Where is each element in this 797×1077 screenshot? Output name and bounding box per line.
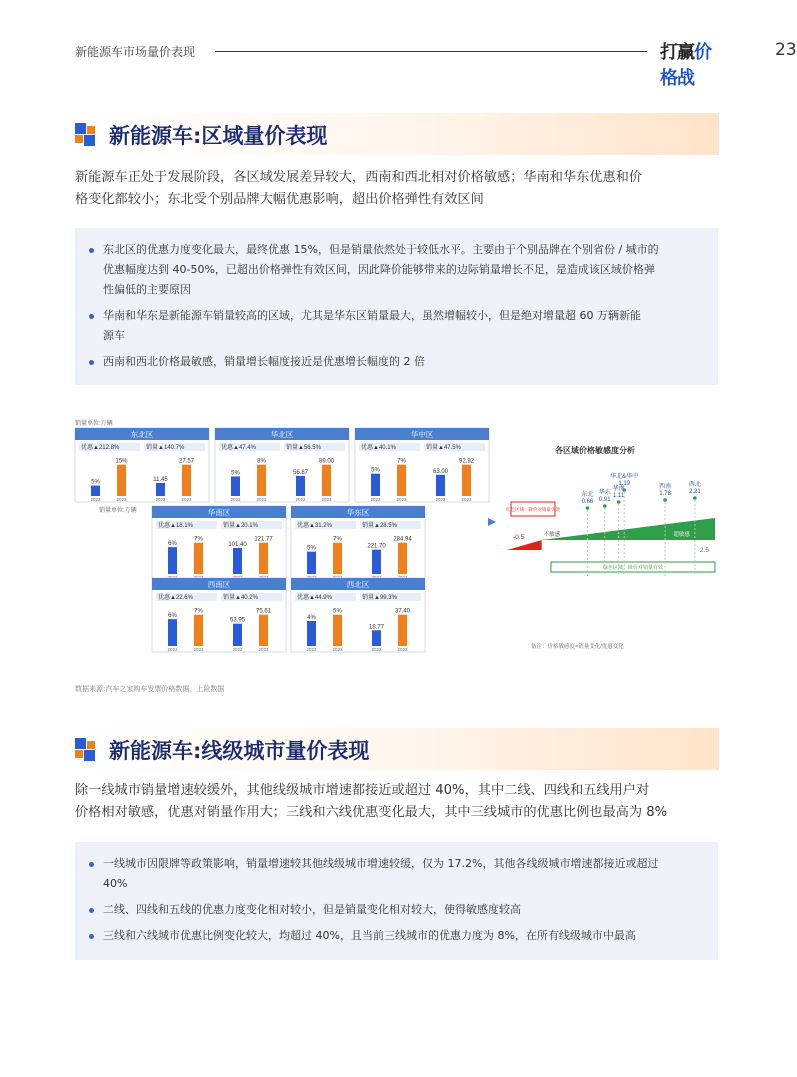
unit-label: 销量单位:万辆 — [99, 508, 137, 514]
sales-bar — [398, 543, 407, 574]
discount-bar — [231, 476, 240, 496]
bar-value-label: 5% — [231, 470, 240, 477]
year-tick: 2022 — [90, 497, 101, 502]
sensitivity-point — [586, 506, 590, 510]
page-header — [75, 38, 797, 89]
bar-value-label: 7% — [194, 608, 203, 615]
sales-bar — [233, 624, 242, 646]
discount-label: 优惠▲44.9% — [297, 595, 332, 601]
left-value: -0.5 — [513, 534, 525, 541]
sensitivity-point — [693, 496, 697, 500]
sensitivity-note: 备注：价格敏感度=销量变化/优惠变化 — [531, 644, 624, 650]
point-name: 华北&华中 — [610, 474, 639, 480]
sales-bar — [372, 630, 381, 646]
year-tick: 2023 — [181, 497, 192, 502]
region-figure — [75, 416, 718, 678]
bar-value-label: 56.87 — [292, 469, 309, 476]
region-name: 西北区 — [346, 580, 370, 589]
bar-value-label: 5% — [333, 608, 342, 615]
bar-value-label: 121.77 — [254, 536, 273, 543]
region-name: 东北区 — [130, 430, 154, 439]
point-name: 西北 — [688, 482, 701, 488]
discount-bar — [194, 543, 203, 574]
discount-bar — [257, 465, 266, 496]
year-tick: 2023 — [116, 497, 127, 502]
discount-bar — [397, 465, 406, 496]
bar-value-label: 5% — [371, 467, 380, 474]
arrow-icon — [488, 518, 496, 526]
discount-bar — [117, 465, 126, 496]
year-tick: 2023 — [461, 497, 472, 502]
point-value: 1.19 — [618, 481, 631, 487]
sales-bar — [156, 483, 165, 496]
bar-value-label: 75.61 — [255, 608, 272, 615]
bar-value-label: 53.95 — [229, 617, 246, 624]
point-value: 2.21 — [689, 489, 701, 495]
bar-value-label: 37.40 — [394, 608, 411, 615]
point-value: 0.66 — [581, 499, 594, 505]
sales-bar — [259, 615, 268, 646]
sensitivity-title: 各区域价格敏感度分析 — [555, 446, 635, 455]
bar-value-label: 284.94 — [393, 536, 412, 543]
red-zone-label: 红色区域：降价对销量失效 — [506, 507, 560, 512]
sales-bar — [462, 465, 471, 496]
discount-bar — [91, 486, 100, 496]
year-tick: 2022 — [306, 647, 317, 652]
year-tick: 2022 — [232, 647, 243, 652]
sales-bar — [436, 475, 445, 496]
point-name: 华南 — [612, 486, 625, 492]
sales-label: 销量▲56.5% — [286, 445, 321, 451]
bar-value-label: 6% — [168, 613, 177, 620]
point-name: 华东 — [598, 490, 611, 496]
sales-label: 销量▲99.3% — [362, 595, 397, 601]
year-tick: 2022 — [370, 497, 381, 502]
discount-label: 优惠▲18.1% — [158, 523, 193, 529]
year-tick: 2023 — [332, 647, 343, 652]
year-tick: 2022 — [155, 497, 166, 502]
header-title: 新能源车市场量价表现 — [75, 45, 196, 59]
year-tick: 2022 — [371, 647, 382, 652]
sensitivity-point — [603, 504, 607, 508]
year-tick: 2023 — [396, 497, 407, 502]
discount-label: 优惠▲40.1% — [361, 445, 396, 451]
point-value: 1.11 — [613, 493, 625, 499]
bar-value-label: 5% — [91, 479, 100, 486]
year-tick: 2022 — [295, 497, 306, 502]
region-chart-svg — [75, 416, 718, 678]
discount-bar — [307, 621, 316, 646]
list-item: 西南和西北价格最敏感，销量增长幅度接近是优惠增长幅度的 2 倍 — [89, 352, 704, 372]
bar-value-label: 8% — [257, 458, 266, 465]
discount-bar — [168, 619, 177, 646]
bar-value-label: 7% — [397, 458, 406, 465]
point-value: 0.91 — [598, 497, 611, 503]
header-rule — [215, 51, 647, 52]
list-item: 三线和六线城市优惠比例变化较大，均超过 40%，且当前三线城市的优惠力度为 8%，在所有线级城市中最高 — [89, 926, 704, 946]
bar-value-label: 18.77 — [368, 624, 385, 631]
discount-label: 优惠▲47.4% — [221, 445, 256, 451]
list-item: 二线、四线和五线的优惠力度变化相对较小，但是销量变化相对较大，使得敏感度较高 — [89, 900, 704, 920]
region-name: 华东区 — [346, 508, 370, 517]
discount-bar — [168, 547, 177, 574]
year-tick: 2023 — [193, 647, 204, 652]
data-source: 数据来源:汽车之家购车发票价格数据、上险数据 — [75, 685, 225, 693]
point-name: 东北 — [581, 492, 594, 498]
bar-value-label: 101.40 — [228, 541, 247, 548]
bar-value-label: 7% — [333, 536, 342, 543]
sales-label: 销量▲28.5% — [362, 523, 397, 529]
list-item: 东北区的优惠力度变化最大，最终优惠 15%，但是销量依然处于较低水平。主要由于个别品牌在个别省份 / 城市的 优惠幅度达到 40-50%，已超出价格弹性有效区间，因此降价能够带来的边际销量增长不足，是造成该区域价格弹 性偏低的主要原因 — [89, 240, 704, 300]
sales-bar — [398, 615, 407, 646]
bar-value-label: 15% — [115, 458, 128, 465]
sales-label: 销量▲140.7% — [146, 445, 185, 451]
unit-label: 销量单位:万辆 — [75, 421, 113, 427]
discount-bar — [371, 474, 380, 496]
sales-label: 销量▲40.2% — [223, 595, 258, 601]
sales-bar — [296, 476, 305, 496]
section1-bullets — [75, 228, 718, 385]
green-zone-label: 绿色区域：降价对销量有效 — [602, 565, 664, 571]
bar-value-label: 27.57 — [178, 458, 195, 465]
point-name: 西南 — [659, 484, 672, 490]
year-tick: 2022 — [435, 497, 446, 502]
very-sensitive-label: 超敏感 — [673, 532, 690, 538]
bar-value-label: 4% — [307, 614, 316, 621]
list-item: 一线城市因限牌等政策影响，销量增速较其他线级城市增速较缓，仅为 17.2%，其他各线级城市增速都接近或超过 40% — [89, 854, 704, 894]
year-tick: 2022 — [230, 497, 241, 502]
sales-label: 销量▲47.5% — [426, 445, 461, 451]
sales-label: 销量▲20.1% — [223, 523, 258, 529]
sales-bar — [372, 550, 381, 574]
year-tick: 2023 — [256, 497, 267, 502]
region-name: 西南区 — [207, 580, 231, 589]
section-icon — [75, 123, 97, 145]
discount-bar — [194, 615, 203, 646]
bar-value-label: 92.92 — [458, 458, 475, 465]
bar-value-label: 5% — [307, 545, 316, 552]
not-sensitive-label: 不敏感 — [543, 532, 561, 538]
region-name: 华北区 — [270, 430, 294, 439]
discount-label: 优惠▲22.6% — [158, 595, 193, 601]
section2-title: 新能源车:线级城市量价表现 — [109, 739, 370, 763]
section1-intro: 新能源车正处于发展阶段，各区域发展差异较大，西南和西北相对价格敏感；华南和华东优惠和价 格变化都较小；东北受个别品牌大幅优惠影响，超出价格弹性有效区间 — [75, 170, 643, 207]
sales-bar — [322, 465, 331, 496]
year-tick: 2022 — [167, 647, 178, 652]
brand-logo: 打赢价格战 — [660, 42, 711, 89]
bar-value-label: 89.00 — [318, 458, 335, 465]
section1-heading — [75, 113, 719, 155]
region-name: 华南区 — [207, 508, 231, 517]
sales-bar — [233, 548, 242, 574]
year-tick: 2023 — [321, 497, 332, 502]
discount-bar — [333, 615, 342, 646]
list-item: 华南和华东是新能源车销量较高的区域，尤其是华东区销量最大，虽然增幅较小，但是绝对增量超 60 万辆新能 源车 — [89, 306, 704, 346]
year-tick: 2023 — [258, 647, 269, 652]
section2-heading — [75, 728, 719, 770]
section2-intro: 除一线城市销量增速较缓外，其他线级城市增速都接近或超过 40%，其中二线、四线和五线用户对 价格相对敏感，优惠对销量作用大；三线和六线优惠变化最大，其中三线城市的优惠比例也最高为 8% — [75, 783, 668, 820]
right-value: 2.5 — [699, 547, 709, 554]
point-value: 1.78 — [659, 491, 671, 497]
bar-value-label: 7% — [194, 536, 203, 543]
bar-value-label: 11.45 — [153, 476, 168, 483]
sales-bar — [259, 543, 268, 574]
section2-bullets — [75, 842, 718, 960]
bar-value-label: 221.70 — [367, 543, 386, 550]
sensitivity-point — [617, 500, 621, 504]
region-name: 华中区 — [410, 430, 434, 439]
discount-label: 优惠▲31.2% — [297, 523, 332, 529]
bar-value-label: 63.00 — [432, 468, 449, 475]
sales-bar — [182, 465, 191, 496]
discount-bar — [307, 552, 316, 574]
section-icon — [75, 738, 97, 760]
sensitivity-point — [663, 498, 667, 502]
discount-label: 优惠▲212.8% — [81, 445, 120, 451]
page-number: 23 — [775, 40, 797, 60]
section1-title: 新能源车:区域量价表现 — [109, 124, 328, 148]
year-tick: 2023 — [397, 647, 408, 652]
discount-bar — [333, 543, 342, 574]
bar-value-label: 6% — [168, 541, 177, 548]
